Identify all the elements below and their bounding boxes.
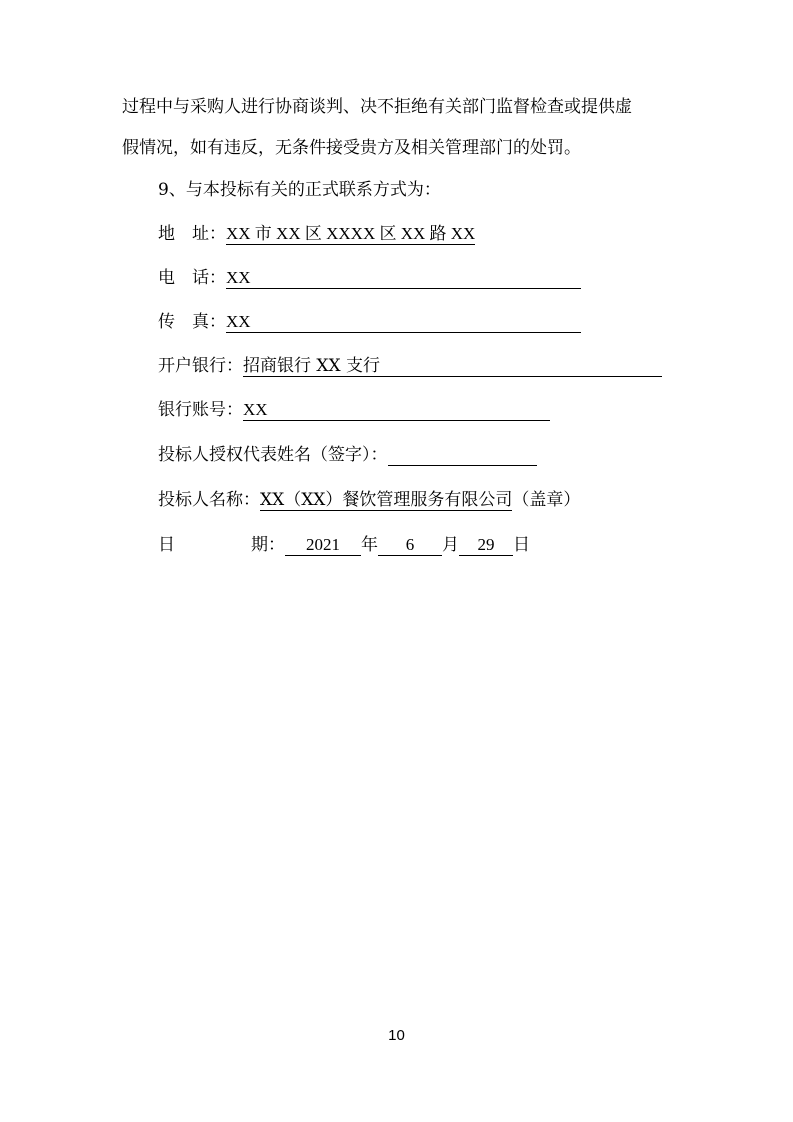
page-number: 10 — [388, 1027, 405, 1044]
signer-field[interactable] — [388, 445, 537, 466]
date-label-day: 日 — [158, 535, 175, 555]
paragraph-line-1 — [122, 96, 632, 118]
address-value: XX 市 XX 区 XXXX 区 XX 路 XX — [226, 224, 476, 243]
signer-row — [158, 444, 537, 466]
bidder-row — [158, 489, 580, 511]
bidder-suffix: （盖章） — [512, 490, 581, 510]
date-label-period: 期： — [251, 535, 285, 555]
contact-heading — [158, 179, 441, 201]
account-row — [158, 399, 550, 421]
phone-value: XX — [226, 268, 581, 289]
account-label: 银行账号： — [158, 400, 243, 420]
contact-heading-text: 9、与本投标有关的正式联系方式为： — [158, 180, 441, 200]
fax-value: XX — [226, 312, 581, 333]
date-month-unit: 月 — [442, 535, 459, 555]
paragraph-line-2 — [122, 137, 581, 159]
fax-row — [158, 311, 581, 333]
bank-label: 开户银行： — [158, 356, 243, 376]
date-row — [158, 534, 530, 556]
bidder-label: 投标人名称： — [158, 490, 260, 510]
address-label: 地 址： — [158, 224, 226, 244]
date-year-unit: 年 — [361, 535, 378, 555]
date-day: 29 — [459, 535, 513, 556]
fax-label: 传 真： — [158, 312, 226, 332]
bidder-value: XX（XX）餐饮管理服务有限公司 — [260, 490, 513, 510]
date-month: 6 — [378, 535, 442, 556]
address-row — [158, 223, 475, 245]
account-value: XX — [243, 400, 550, 421]
signer-label: 投标人授权代表姓名（签字）： — [158, 445, 388, 465]
phone-label: 电 话： — [158, 268, 226, 288]
paragraph-text-1: 过程中与采购人进行协商谈判、决不拒绝有关部门监督检查或提供虚 — [122, 97, 632, 117]
phone-row — [158, 267, 581, 289]
bank-row — [158, 355, 662, 377]
date-day-unit: 日 — [513, 535, 530, 555]
paragraph-text-2: 假情况，如有违反，无条件接受贵方及相关管理部门的处罚。 — [122, 138, 581, 158]
bank-value: 招商银行 XX 支行 — [243, 356, 662, 377]
date-year: 2021 — [285, 535, 361, 556]
